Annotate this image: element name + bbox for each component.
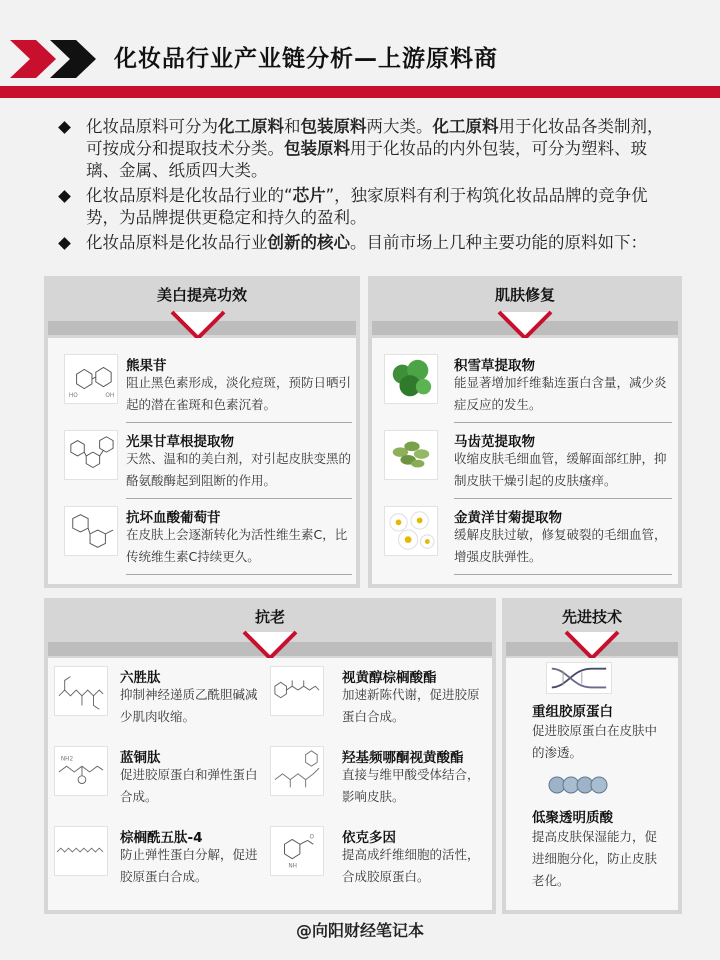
ingredient-desc: 收缩皮肤毛细血管，缓解面部红肿，抑制皮肤干燥引起的皮肤瘙痒。 bbox=[454, 451, 667, 488]
tech-item bbox=[506, 662, 678, 782]
panel-anti-aging bbox=[44, 598, 496, 914]
ingredient-desc: 直接与维甲酸受体结合，影响皮肤。 bbox=[342, 767, 480, 804]
ingredient-item bbox=[270, 666, 490, 740]
svg-text:OH: OH bbox=[105, 393, 115, 400]
molecule-icon bbox=[270, 826, 324, 876]
panel-title: 先进技术 bbox=[561, 608, 622, 626]
ingredient-name: 重组胶原蛋白 bbox=[532, 704, 613, 720]
ingredient-desc: 提高成纤维细胞的活性，合成胶原蛋白。 bbox=[342, 847, 480, 884]
panel-body bbox=[48, 658, 492, 910]
tech-item bbox=[506, 770, 678, 906]
chamomile-flower-icon bbox=[384, 506, 438, 556]
ingredient-item bbox=[64, 506, 356, 578]
panel-title: 肌肤修复 bbox=[494, 286, 555, 304]
centella-leaf-icon bbox=[384, 354, 438, 404]
panel-skin-repair bbox=[368, 276, 682, 588]
ingredient-item bbox=[54, 746, 264, 820]
ingredient-desc: 防止弹性蛋白分解，促进胶原蛋白合成。 bbox=[120, 847, 258, 884]
ingredient-desc: 能显著增加纤维黏连蛋白含量，减少炎症反应的发生。 bbox=[454, 375, 667, 412]
panel-whitening bbox=[44, 276, 360, 588]
ingredient-desc: 天然、温和的美白剂，对引起皮肤变黑的酪氨酸酶起到阻断的作用。 bbox=[126, 451, 352, 488]
panel-body bbox=[372, 338, 678, 584]
ingredient-item bbox=[54, 826, 264, 900]
ingredient-item bbox=[54, 666, 264, 740]
ingredient-item bbox=[64, 430, 356, 500]
svg-text:HO: HO bbox=[68, 393, 78, 400]
intro-bullet-list bbox=[58, 116, 678, 257]
underline-divider bbox=[454, 498, 672, 499]
underline-divider bbox=[126, 422, 352, 423]
sphere-chain-icon bbox=[548, 770, 610, 800]
molecule-icon bbox=[54, 826, 108, 876]
molecule-icon bbox=[64, 354, 118, 404]
ingredient-name: 依克多因 bbox=[342, 830, 396, 846]
ingredient-desc: 缓解皮肤过敏，修复破裂的毛细血管，增强皮肤弹性。 bbox=[454, 527, 667, 564]
dna-helix-icon bbox=[546, 662, 612, 694]
ingredient-name: 抗坏血酸葡萄苷 bbox=[126, 510, 221, 526]
bullet-item: 化妆品原料是化妆品行业的“芯片”，独家原料有利于构筑化妆品品牌的竞争优势，为品牌提供更稳定和持久的盈利。 bbox=[58, 185, 678, 229]
ingredient-name: 羟基频哪酮视黄酸酯 bbox=[342, 750, 464, 766]
ingredient-item bbox=[384, 506, 674, 578]
panel-title: 抗老 bbox=[254, 608, 285, 626]
molecule-icon bbox=[54, 746, 108, 796]
ingredient-name: 金黄洋甘菊提取物 bbox=[454, 510, 562, 526]
svg-text:NH2: NH2 bbox=[60, 756, 74, 763]
ingredient-desc: 提高皮肤保湿能力，促进细胞分化，防止皮肤老化。 bbox=[532, 829, 658, 888]
diamond-bullet-icon bbox=[58, 190, 71, 203]
molecule-icon bbox=[270, 746, 324, 796]
ingredient-item bbox=[384, 354, 674, 424]
bullet-item: 化妆品原料是化妆品行业创新的核心。目前市场上几种主要功能的原料如下： bbox=[58, 232, 678, 254]
page-header bbox=[0, 0, 720, 104]
chevron-right-icon bbox=[50, 40, 96, 78]
ingredient-name: 积雪草提取物 bbox=[454, 358, 535, 374]
ingredient-item bbox=[64, 354, 356, 424]
molecule-icon bbox=[54, 666, 108, 716]
footer-watermark: @向阳财经笔记本 bbox=[295, 921, 424, 940]
panel-title: 美白提亮功效 bbox=[156, 286, 247, 304]
ingredient-desc: 在皮肤上会逐渐转化为活性维生素C，比传统维生素C持续更久。 bbox=[126, 527, 348, 564]
diamond-bullet-icon bbox=[58, 121, 71, 134]
ingredient-name: 光果甘草根提取物 bbox=[126, 434, 234, 450]
svg-text:O: O bbox=[309, 834, 315, 841]
underline-divider bbox=[126, 574, 352, 575]
ingredient-desc: 阻止黑色素形成，淡化痘斑，预防日晒引起的潜在雀斑和色素沉着。 bbox=[126, 375, 352, 412]
ingredient-item bbox=[270, 746, 490, 820]
ingredient-name: 棕榈酰五肽-4 bbox=[120, 830, 203, 846]
panel-body bbox=[48, 338, 356, 584]
panel-advanced-tech bbox=[502, 598, 682, 914]
molecule-icon bbox=[270, 666, 324, 716]
panel-body bbox=[506, 658, 678, 910]
page-title: 化妆品行业产业链分析—上游原料商 bbox=[114, 46, 498, 72]
ingredient-name: 低聚透明质酸 bbox=[532, 810, 613, 826]
ingredient-name: 六胜肽 bbox=[120, 670, 161, 686]
underline-divider bbox=[126, 498, 352, 499]
molecule-icon bbox=[64, 430, 118, 480]
ingredient-name: 蓝铜肽 bbox=[120, 750, 161, 766]
molecule-icon bbox=[64, 506, 118, 556]
ingredient-name: 马齿苋提取物 bbox=[454, 434, 535, 450]
svg-text:NH: NH bbox=[288, 863, 297, 870]
underline-divider bbox=[454, 574, 672, 575]
underline-divider bbox=[454, 422, 672, 423]
ingredient-name: 视黄醇棕榈酸酯 bbox=[342, 670, 437, 686]
diamond-bullet-icon bbox=[58, 237, 71, 250]
bullet-item: 化妆品原料可分为化工原料和包装原料两大类。化工原料用于化妆品各类制剂，可按成分和提取技术分类。包装原料用于化妆品的内外包装，可分为塑料、玻璃、金属、纸质四大类。 bbox=[58, 116, 678, 182]
ingredient-desc: 促进胶原蛋白在皮肤中的渗透。 bbox=[532, 723, 658, 760]
ingredient-desc: 促进胶原蛋白和弹性蛋白合成。 bbox=[120, 767, 258, 804]
ingredient-item bbox=[270, 826, 490, 900]
title-divider-bar bbox=[0, 86, 720, 98]
ingredient-name: 熊果苷 bbox=[126, 358, 167, 374]
purslane-icon bbox=[384, 430, 438, 480]
ingredient-item bbox=[384, 430, 674, 500]
ingredient-desc: 加速新陈代谢，促进胶原蛋白合成。 bbox=[342, 687, 480, 724]
ingredient-desc: 抑制神经递质乙酰胆碱减少肌肉收缩。 bbox=[120, 687, 258, 724]
